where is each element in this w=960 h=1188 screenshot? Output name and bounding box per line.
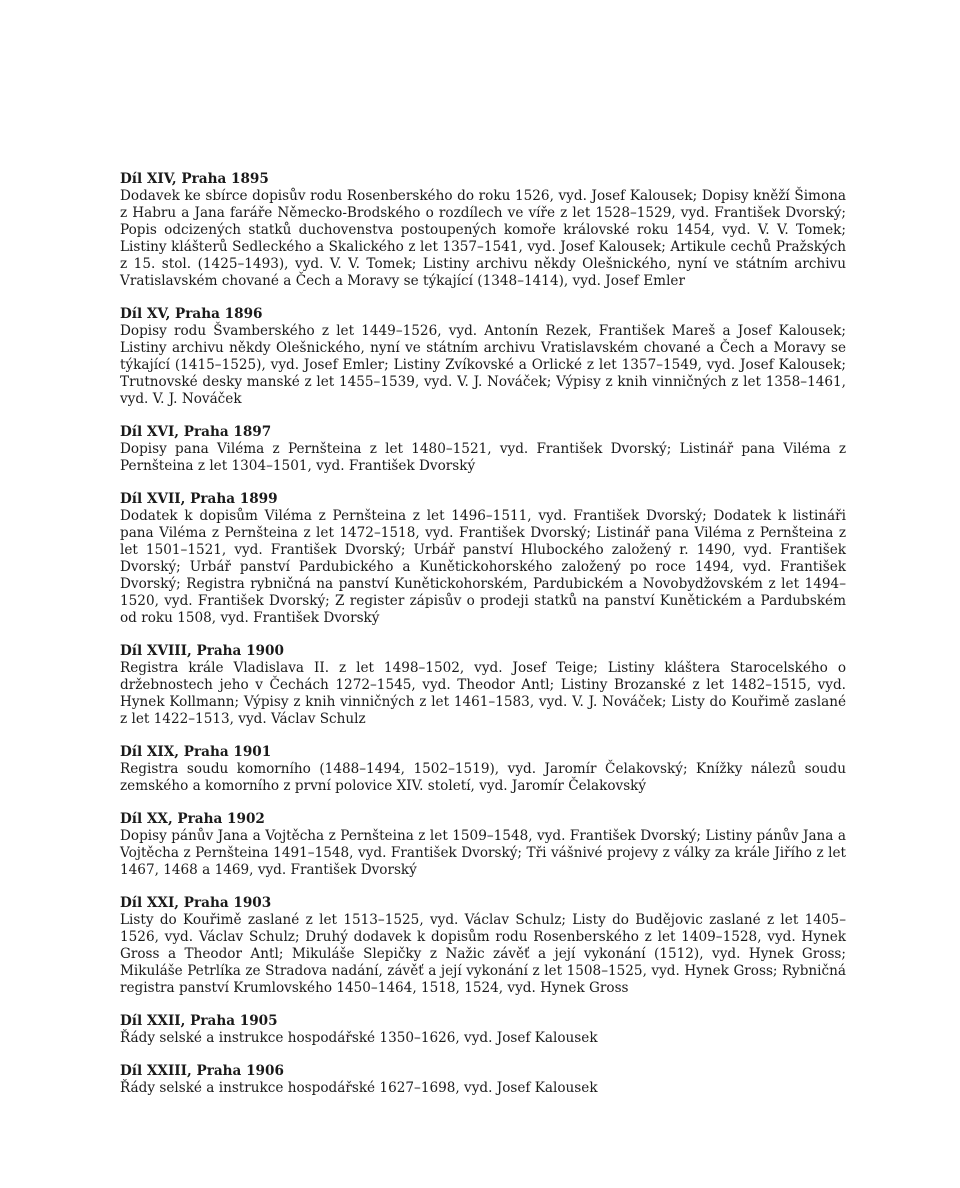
volume-entry [120, 1063, 846, 1097]
volume-heading: Díl XVI, Praha 1897 [120, 424, 272, 440]
volume-heading: Díl XXI, Praha 1903 [120, 895, 272, 911]
volume-contents: Registra krále Vladislava II. z let 1498–1502, vyd. Josef Teige; Listiny kláštera Starocelského o držebnostech jeho v Čechách 1272–1545, vyd. Theodor Antl; Listiny Brozanské z let 1482–1515, vyd. Hynek Kollmann; Výpisy z knih vinničných z let 1461–1583, vyd. V. J. Nováček; Listy do Kouřimě zaslané z let 1422–1513, vyd. Václav Schulz [120, 660, 846, 727]
volume-contents: Dopisy rodu Švamberského z let 1449–1526, vyd. Antonín Rezek, František Mareš a Josef Kalousek; Listiny archivu někdy Olešnického, nyní ve státním archivu Vratislavském chované a Čech a Moravy se týkající (1415–1525), vyd. Josef Emler; Listiny Zvíkovské a Orlické z let 1357–1549, vyd. Josef Kalousek; Trutnovské desky manské z let 1455–1539, vyd. V. J. Nováček; Výpisy z knih vinničných z let 1358–1461, vyd. V. J. Nováček [120, 323, 846, 407]
volume-entry [120, 895, 846, 997]
volume-entry [120, 811, 846, 879]
document-page [120, 171, 846, 1113]
volume-entry [120, 744, 846, 795]
volume-heading: Díl XX, Praha 1902 [120, 811, 265, 827]
volume-heading: Díl XV, Praha 1896 [120, 306, 263, 322]
volume-contents: Dopisy pánův Jana a Vojtěcha z Pernšteina z let 1509–1548, vyd. František Dvorský; Listiny pánův Jana a Vojtěcha z Pernšteina 1491–1548, vyd. František Dvorský; Tři vášnivé projevy z války za krále Jiřího z let 1467, 1468 a 1469, vyd. František Dvorský [120, 828, 846, 878]
volume-contents: Dopisy pana Viléma z Pernšteina z let 1480–1521, vyd. František Dvorský; Listinář pana Viléma z Pernšteina z let 1304–1501, vyd. František Dvorský [120, 441, 846, 474]
volume-contents: Dodavek ke sbírce dopisův rodu Rosenberského do roku 1526, vyd. Josef Kalousek; Dopisy kněží Šimona z Habru a Jana faráře Německo-Brodského o rozdílech ve víře z let 1528–1529, vyd. František Dvorský; Popis odcizených statků duchovenstva postoupených komoře královské roku 1454, vyd. V. V. Tomek; Listiny klášterů Sedleckého a Skalického z let 1357–1541, vyd. Josef Kalousek; Artikule cechů Pražských z 15. stol. (1425–1493), vyd. V. V. Tomek; Listiny archivu někdy Olešnického, nyní ve státním archivu Vratislavském chované a Čech a Moravy se týkající (1348–1414), vyd. Josef Emler [120, 188, 846, 289]
volume-entry [120, 643, 846, 728]
volume-entry [120, 306, 846, 408]
volume-heading: Díl XVII, Praha 1899 [120, 491, 278, 507]
volume-contents: Listy do Kouřimě zaslané z let 1513–1525, vyd. Václav Schulz; Listy do Budějovic zaslané z let 1405–1526, vyd. Václav Schulz; Druhý dodavek k dopisům rodu Rosenberského z let 1409–1528, vyd. Hynek Gross a Theodor Antl; Mikuláše Slepičky z Nažic závěť a její vykonání (1512), vyd. Hynek Gross; Mikuláše Petrlíka ze Stradova nadání, závěť a její vykonání z let 1508–1525, vyd. Hynek Gross; Rybničná registra panství Krumlovského 1450–1464, 1518, 1524, vyd. Hynek Gross [120, 912, 846, 996]
volume-contents: Registra soudu komorního (1488–1494, 1502–1519), vyd. Jaromír Čelakovský; Knížky nálezů soudu zemského a komorního z první polovice XIV. století, vyd. Jaromír Čelakovský [120, 761, 846, 794]
volume-contents: Dodatek k dopisům Viléma z Pernšteina z let 1496–1511, vyd. František Dvorský; Dodatek k listináři pana Viléma z Pernšteina z let 1472–1518, vyd. František Dvorský; Listinář pana Viléma z Pernšteina z let 1501–1521, vyd. František Dvorský; Urbář panství Hlubockého založený r. 1490, vyd. František Dvorský; Urbář panství Pardubického a Kunětickohorského založený po roce 1494, vyd. František Dvorský; Registra rybničná na panství Kunětickohorském, Pardubickém a Novobydžovském z let 1494–1520, vyd. František Dvorský; Z register zápisův o prodeji statků na panství Kunětickém a Pardubském od roku 1508, vyd. František Dvorský [120, 508, 846, 626]
volume-contents: Řády selské a instrukce hospodářské 1627–1698, vyd. Josef Kalousek [120, 1080, 598, 1096]
volume-heading: Díl XIV, Praha 1895 [120, 171, 269, 187]
volume-heading: Díl XXII, Praha 1905 [120, 1013, 278, 1029]
volume-entry [120, 1013, 846, 1047]
volume-heading: Díl XVIII, Praha 1900 [120, 643, 284, 659]
volume-entry [120, 171, 846, 290]
volume-heading: Díl XIX, Praha 1901 [120, 744, 272, 760]
volume-entry [120, 491, 846, 627]
volume-heading: Díl XXIII, Praha 1906 [120, 1063, 284, 1079]
volume-entry [120, 424, 846, 475]
volume-contents: Řády selské a instrukce hospodářské 1350–1626, vyd. Josef Kalousek [120, 1030, 598, 1046]
